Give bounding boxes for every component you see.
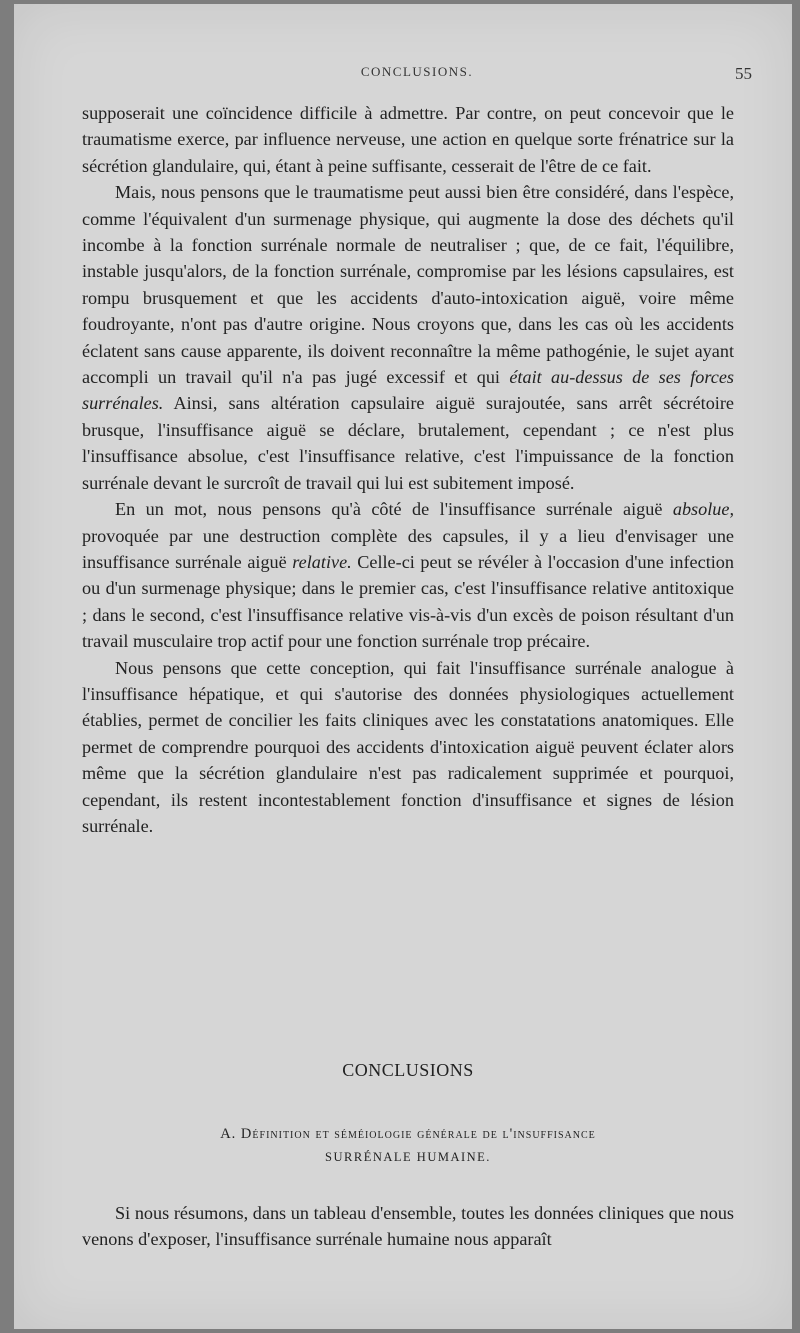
paragraph-resume: Si nous résumons, dans un tableau d'ensemble, toutes les données cliniques que nous venons d'exposer, l'insuffisance surrénale humaine nous apparaît bbox=[82, 1203, 734, 1250]
body-text bbox=[82, 100, 734, 839]
paragraph-text: Ainsi, sans altération capsulaire aiguë surajoutée, sans arrêt sécrétoire brusque, l'insuffisance aiguë se déclare, brutalement, cependant ; ce n'est plus l'insuffisance absolue, c'est l'insuffisance relative, c'est l'impuissance de la fonction surrénale devant le surcroît de travail qui lui est subitement imposé. bbox=[82, 393, 734, 493]
paragraph-en-un-mot bbox=[82, 496, 734, 654]
paragraph-text: Celle-ci peut se révéler à l'occasion d'une infection ou d'un surmenage physique; dans le premier cas, c'est l'insuffisance relative antitoxique ; dans le second, c'est l'insuffisance relative vis-à-vis d'un excès de poison résultant d'un travail musculaire trop actif pour une fonction surrénale trop précaire. bbox=[82, 551, 734, 652]
document-page bbox=[14, 4, 792, 1329]
paragraph-text: provoquée par une destruction complète des capsules, il y a lieu d'envisager une insuffisance surrénale aiguë bbox=[82, 525, 734, 572]
paragraph-continuation: supposerait une coïncidence difficile à admettre. Par contre, on peut concevoir que le traumatisme exerce, par influence nerveuse, une action en quelque sorte frénatrice sur la sécrétion glandulaire, qui, étant à peine suffisante, cesserait de l'être de ce fait. bbox=[82, 103, 734, 176]
subsection-heading-line1: A. Définition et séméiologie générale de l'insuffisance bbox=[220, 1126, 596, 1142]
paragraph-traumatisme bbox=[82, 179, 734, 496]
page-header bbox=[82, 64, 752, 86]
section-title: CONCLUSIONS bbox=[342, 1060, 474, 1080]
subsection-heading bbox=[82, 1122, 734, 1168]
paragraph-text: En un mot, nous pensons qu'à côté de l'insuffisance surrénale aiguë bbox=[115, 499, 663, 520]
page-number: 55 bbox=[735, 64, 752, 83]
italic-word: absolue, bbox=[672, 499, 734, 520]
paragraph-conception: Nous pensons que cette conception, qui fait l'insuffisance surrénale analogue à l'insuffisance hépatique, et qui s'autorise des données physiologiques actuellement établies, permet de concilier les faits cliniques avec les constatations anatomiques. Elle permet de comprendre pourquoi des accidents d'intoxication aiguë peuvent éclater alors même que la sécrétion glandulaire n'est pas radicalement supprimée et pourquoi, cependant, ils restent incontestablement fonction d'insuffisance et signes de lésion surrénale. bbox=[82, 657, 734, 836]
italic-phrase: était au-dessus de ses forces surrénales. bbox=[82, 367, 734, 414]
paragraph-text: Mais, nous pensons que le traumatisme peut aussi bien être considéré, dans l'espèce, comme l'équivalent d'un surmenage physique, qui augmente la dose des déchets qu'il incombe à la fonction surrénale normale de neutraliser ; que, de ce fait, l'équilibre, instable jusqu'alors, de la fonction surrénale, compromise par les lésions capsulaires, est rompu brusquement et que les accidents d'auto-intoxication aiguë, voire même foudroyante, n'ont pas d'autre origine. Nous croyons que, dans les cas où les accidents éclatent sans cause apparente, ils doivent reconnaître la même pathogénie, le sujet ayant accompli un travail qu'il n'a pas jugé excessif et qui bbox=[82, 182, 734, 388]
italic-word: relative. bbox=[292, 551, 352, 572]
body-text-bottom bbox=[82, 1200, 734, 1253]
running-head: CONCLUSIONS. bbox=[360, 64, 474, 79]
subsection-heading-line2: SURRÉNALE HUMAINE. bbox=[325, 1150, 491, 1164]
